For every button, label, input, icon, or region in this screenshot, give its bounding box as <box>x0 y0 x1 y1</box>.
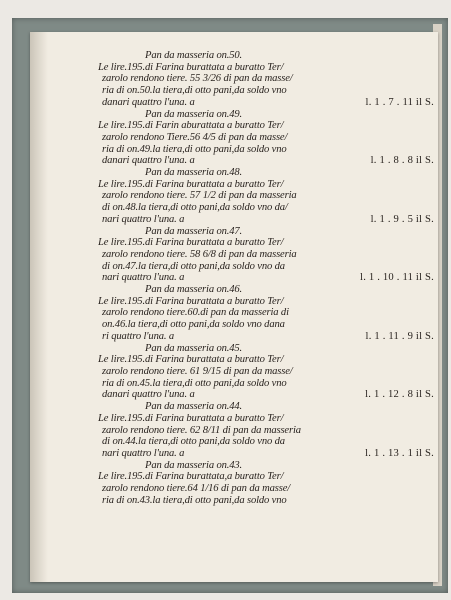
entry-line: nari quattro l'una. a <box>102 213 185 225</box>
price-amount: l. 1 . 7 . 11 il S. <box>365 96 434 108</box>
page-text <box>98 50 434 506</box>
entry-heading: Pan da masseria on.48. <box>145 167 243 179</box>
entry-line: zarolo rendono tiere. 61 9/15 di pan da masse/ <box>102 365 293 377</box>
entry-line: Le lire.195.di Farina burattata a buratto Ter/ <box>98 178 284 190</box>
entry-line: on.46.la tiera,di otto pani,da soldo vno dana <box>102 319 285 331</box>
entry-final-line <box>98 97 434 109</box>
entry-heading: Pan da masseria on.50. <box>145 50 243 61</box>
entry-line: zarolo rendono tiere. 55 3/26 di pan da masse/ <box>102 73 293 85</box>
entry-line: Le lire.195.di Farina burattata a buratto Ter/ <box>98 237 284 249</box>
entry-line: ria di on.50.la tiera,di otto pani,da soldo vno <box>102 85 287 97</box>
price-entry <box>98 226 434 285</box>
entry-heading: Pan da masseria on.47. <box>145 225 243 237</box>
price-amount: l. 1 . 8 . 8 il S. <box>370 155 434 167</box>
entry-line: danari quattro l'una. a <box>102 96 195 108</box>
entry-heading: Pan da masseria on.45. <box>145 342 243 354</box>
page-gutter-shadow <box>30 32 48 582</box>
price-amount: l. 1 . 11 . 9 il S. <box>365 330 434 342</box>
entry-line: nari quattro l'una. a <box>102 447 185 459</box>
entry-line: zarolo rendono tiere.60.di pan da masseria di <box>102 307 289 319</box>
entry-line: danari quattro l'una. a <box>102 155 195 167</box>
entry-final-line <box>98 448 434 460</box>
entry-line: di on.44.la tiera,di otto pani,da soldo vno da <box>102 436 285 448</box>
entry-line: ria di on.49.la tiera,di otto pani,da soldo vno <box>102 143 287 155</box>
entry-line: di on.47.la tiera,di otto pani,da soldo vno da <box>102 260 285 272</box>
price-entry <box>98 50 434 109</box>
entry-line: Le lire.195.di Farin aburattata a buratto Ter/ <box>98 120 284 132</box>
price-entry <box>98 401 434 460</box>
entry-line: ria di on.43.la tiera,di otto pani,da soldo vno <box>102 494 287 506</box>
price-entry <box>98 460 434 507</box>
entry-line: di on.48.la tiera,di otto pani,da soldo vno da/ <box>102 202 288 214</box>
entry-line: zarolo rendono Tiere.56 4/5 di pan da masse/ <box>102 131 288 143</box>
price-entry <box>98 167 434 226</box>
entry-line: zarolo rendono tiere.64 1/16 di pan da masse/ <box>102 483 291 495</box>
price-entry <box>98 109 434 168</box>
entry-line: nari quattro l'una. a <box>102 272 185 284</box>
entry-final-line <box>98 331 434 343</box>
entry-heading: Pan da masseria on.43. <box>145 459 243 471</box>
entry-line: Le lire.195.di Farina burattata a buratto Ter/ <box>98 295 284 307</box>
entry-heading: Pan da masseria on.49. <box>145 108 243 120</box>
price-amount: l. 1 . 12 . 8 il S. <box>365 389 434 401</box>
entry-final-line <box>98 389 434 401</box>
entry-line: danari quattro l'una. a <box>102 389 195 401</box>
entry-line: ri quattro l'una. a <box>102 330 175 342</box>
entry-line: Le lire.195.di Farina burattata,a buratto Ter/ <box>98 471 284 483</box>
price-entry <box>98 284 434 343</box>
entry-line: ria di on.45.la tiera,di otto pani,da soldo vno <box>102 377 287 389</box>
price-amount: l. 1 . 9 . 5 il S. <box>370 213 434 225</box>
entry-line: Le lire.195.di Farina burattata a buratto Ter/ <box>98 354 284 366</box>
entry-line: Le lire.195.di Farina burattata a buratto Ter/ <box>98 61 284 73</box>
price-amount: l. 1 . 10 . 11 il S. <box>360 272 434 284</box>
entry-line: Le lire.195.di Farina burattata a buratto Ter/ <box>98 412 284 424</box>
price-amount: l. 1 . 13 . 1 il S. <box>365 447 434 459</box>
price-entry <box>98 343 434 402</box>
entry-final-line <box>98 155 434 167</box>
entry-line: zarolo rendono tiere. 57 1/2 di pan da masseria <box>102 190 297 202</box>
entry-final-line <box>98 214 434 226</box>
entry-final-line <box>98 272 434 284</box>
entry-heading: Pan da masseria on.44. <box>145 401 243 413</box>
entry-line: zarolo rendono tiere. 62 8/11 di pan da masseria <box>102 424 301 436</box>
entry-line: zarolo rendono tiere. 58 6/8 di pan da masseria <box>102 248 297 260</box>
entry-heading: Pan da masseria on.46. <box>145 284 243 296</box>
